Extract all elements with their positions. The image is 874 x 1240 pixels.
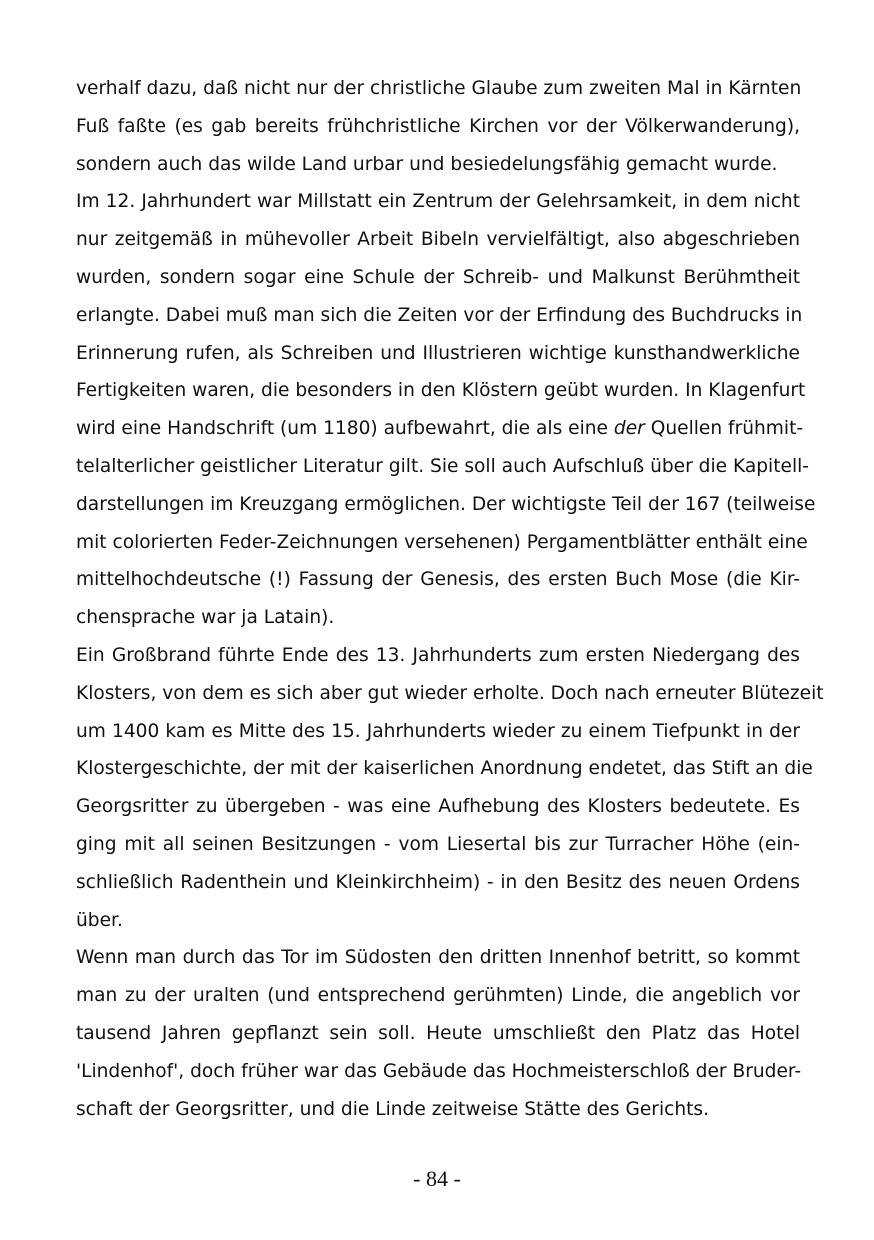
- text-line: telalterlicher geistlicher Literatur gilt. Sie soll auch Aufschluß über die Kapitell-: [76, 455, 809, 477]
- text-line: ging mit all seinen Besitzungen - vom Liesertal bis zur Turracher Höhe (ein-: [76, 833, 800, 855]
- text-line: man zu der uralten (und entsprechend gerühmten) Linde, die angeblich vor: [76, 985, 800, 1007]
- text-line: Klosters, von dem es sich aber gut wieder erholte. Doch nach erneuter Blütezeit: [76, 682, 824, 704]
- text-line: schaft der Georgsritter, und die Linde zeitweise Stätte des Gerichts.: [76, 1098, 710, 1120]
- text-line: Ein Großbrand führte Ende des 13. Jahrhunderts zum ersten Niedergang des: [76, 644, 800, 666]
- text-segment: Quellen frühmit-: [644, 418, 804, 440]
- text-line-with-emphasis: [76, 410, 804, 448]
- text-line: chensprache war ja Latain).: [76, 607, 335, 629]
- text-line: nur zeitgemäß in mühevoller Arbeit Bibeln vervielfältigt, also abgeschrieben: [76, 229, 800, 251]
- text-line: Georgsritter zu übergeben - was eine Aufhebung des Klosters bedeutete. Es: [76, 796, 800, 818]
- text-line: sondern auch das wilde Land urbar und besiedelungsfähig gemacht wurde.: [76, 153, 778, 175]
- text-line: Klostergeschichte, der mit der kaiserlichen Anordnung endetet, das Stift an die: [76, 758, 813, 780]
- text-line: darstellungen im Kreuzgang ermöglichen. Der wichtigste Teil der 167 (teilweise: [76, 493, 816, 515]
- page-number: - 84 -: [413, 1166, 461, 1191]
- text-line: mit colorierten Feder-Zeichnungen versehenen) Pergamentblätter enthält eine: [76, 531, 808, 553]
- text-line: schließlich Radenthein und Kleinkirchheim) - in den Besitz des neuen Ordens: [76, 871, 800, 893]
- text-line: erlangte. Dabei muß man sich die Zeiten vor der Erfindung des Buchdrucks in: [76, 304, 803, 326]
- text-line: Im 12. Jahrhundert war Millstatt ein Zentrum der Gelehrsamkeit, in dem nicht: [76, 191, 800, 213]
- text-line: 'Lindenhof', doch früher war das Gebäude das Hochmeisterschloß der Bruder-: [76, 1060, 802, 1082]
- emphasis-text: der: [613, 418, 645, 440]
- text-line: Fuß faßte (es gab bereits frühchristliche Kirchen vor der Völkerwanderung),: [76, 115, 800, 137]
- text-line: um 1400 kam es Mitte des 15. Jahrhunderts wieder zu einem Tiefpunkt in der: [76, 720, 800, 742]
- document-body: [76, 70, 824, 1128]
- text-line: verhalf dazu, daß nicht nur der christliche Glaube zum zweiten Mal in Kärnten: [76, 78, 802, 99]
- text-line: mittelhochdeutsche (!) Fassung der Genesis, des ersten Buch Mose (die Kir-: [76, 569, 800, 591]
- text-line: Wenn man durch das Tor im Südosten den dritten Innenhof betritt, so kommt: [76, 947, 800, 969]
- text-line: Fertigkeiten waren, die besonders in den Klöstern geübt wurden. In Klagenfurt: [76, 380, 806, 402]
- text-line: über.: [76, 909, 123, 931]
- text-line: tausend Jahren gepflanzt sein soll. Heute umschließt den Platz das Hotel: [76, 1022, 800, 1044]
- text-line: wurden, sondern sogar eine Schule der Schreib- und Malkunst Berühmtheit: [76, 266, 800, 288]
- text-line: Erinnerung rufen, als Schreiben und Illustrieren wichtige kunsthandwerkliche: [76, 342, 800, 364]
- text-segment: wird eine Handschrift (um 1180) aufbewahrt, die als eine: [76, 418, 614, 440]
